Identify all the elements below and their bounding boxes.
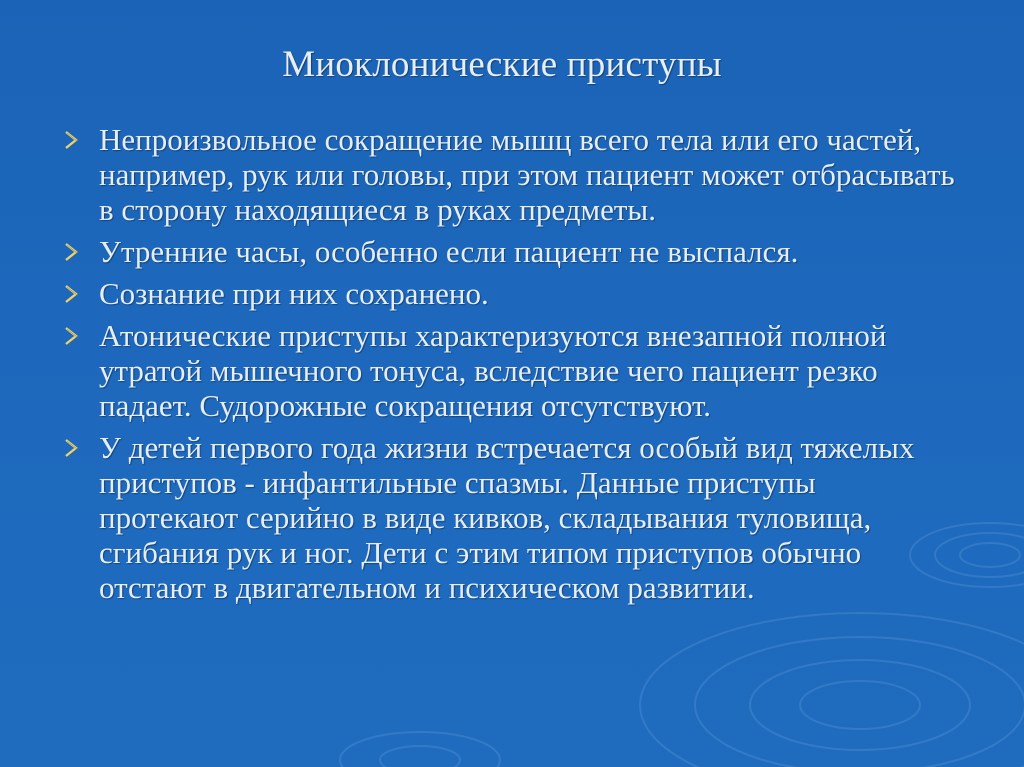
arrowhead-bullet-icon [62,319,84,349]
bullet-text: Утренние часы, особенно если пациент не выспался. [99,234,799,269]
bullet-text: Сознание при них сохранено. [99,276,489,311]
slide-title: Миоклонические приступы [282,44,722,85]
bullet-text: Атонические приступы характеризуются внезапной полной утратой мышечного тонуса, вследствие чего пациент резко падает. Судорожные сокращения отсутствуют. [99,318,887,423]
bullet-list [62,122,962,612]
arrowhead-bullet-icon [62,431,84,461]
bullet-item [62,318,962,423]
bullet-text: У детей первого года жизни встречается особый вид тяжелых приступов - инфантильные спазмы. Данные приступы протекают серийно в виде кивков, складывания туловища, сгибания рук и ног. Дети с этим типом приступов обычно отстают в двигательном и психическом развитии. [99,430,915,605]
arrowhead-bullet-icon [62,235,84,265]
bullet-item [62,276,962,311]
arrowhead-bullet-icon [62,277,84,307]
bullet-item [62,122,962,227]
arrowhead-bullet-icon [62,123,84,153]
bullet-item [62,234,962,269]
bullet-text: Непроизвольное сокращение мышц всего тела или его частей, например, рук или головы, при этом пациент может отбрасывать в сторону находящиеся в руках предметы. [99,122,955,227]
bullet-item [62,430,962,605]
